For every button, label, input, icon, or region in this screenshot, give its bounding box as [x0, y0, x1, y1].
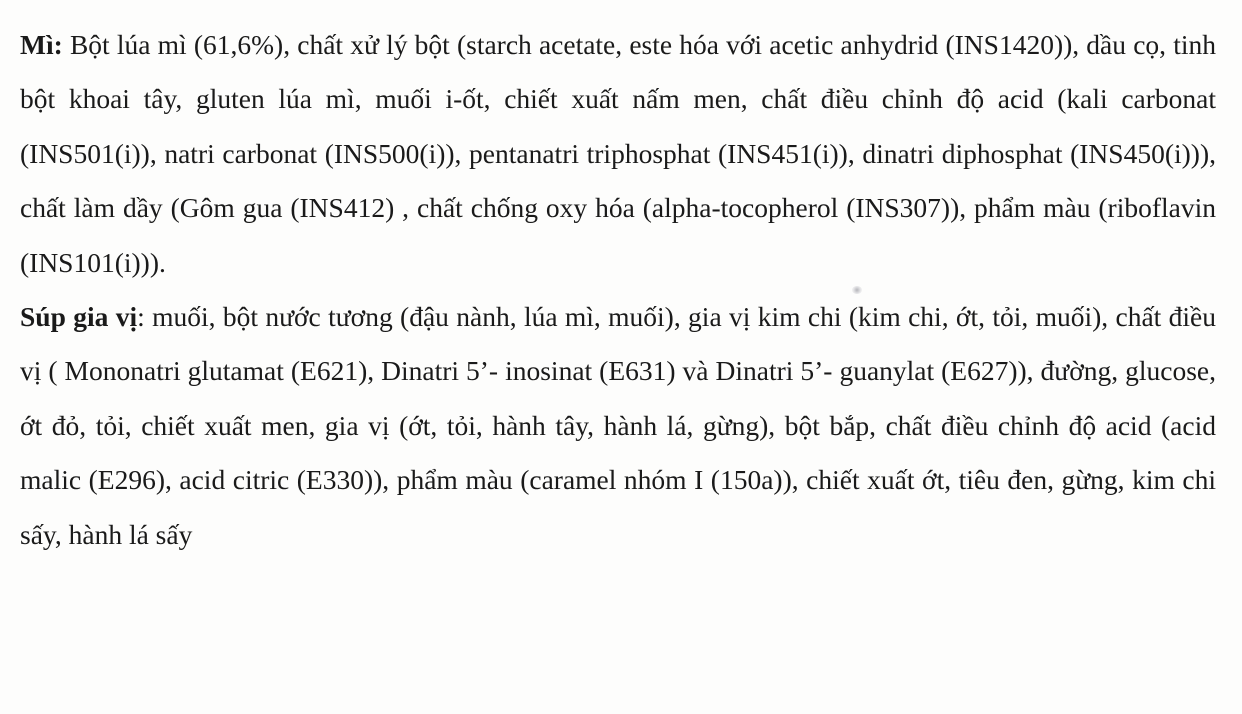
noodle-label: Mì: — [20, 29, 63, 60]
noodle-ingredients-paragraph — [20, 18, 1216, 290]
scan-speck — [852, 286, 862, 294]
seasoning-ingredients-text: : muối, bột nước tương (đậu nành, lúa mì, muối), gia vị kim chi (kim chi, ớt, tỏi, muối), chất điều vị ( Mononatri glutamat (E621), Dinatri 5’- inosinat (E631) và Dinatri 5’- guanylat (E627)), đường, glucose, ớt đỏ, tỏi, chiết xuất men, gia vị (ớt, tỏi, hành tây, hành lá, gừng), bột bắp, chất điều chỉnh độ acid (acid malic (E296), acid citric (E330)), phẩm màu (caramel nhóm I (150a)), chiết xuất ớt, tiêu đen, gừng, kim chi sấy, hành lá sấy — [20, 301, 1216, 550]
noodle-ingredients-text: Bột lúa mì (61,6%), chất xử lý bột (starch acetate, este hóa với acetic anhydrid (INS1420)), dầu cọ, tinh bột khoai tây, gluten lúa mì, muối i-ốt, chiết xuất nấm men, chất điều chỉnh độ acid (kali carbonat (INS501(i)), natri carbonat (INS500(i)), pentanatri triphosphat (INS451(i)), dinatri diphosphat (INS450(i))), chất làm dầy (Gôm gua (INS412) , chất chống oxy hóa (alpha-tocopherol (INS307)), phẩm màu (riboflavin (INS101(i))). — [20, 29, 1216, 278]
seasoning-label: Súp gia vị — [20, 301, 138, 333]
seasoning-ingredients-paragraph — [20, 290, 1216, 562]
